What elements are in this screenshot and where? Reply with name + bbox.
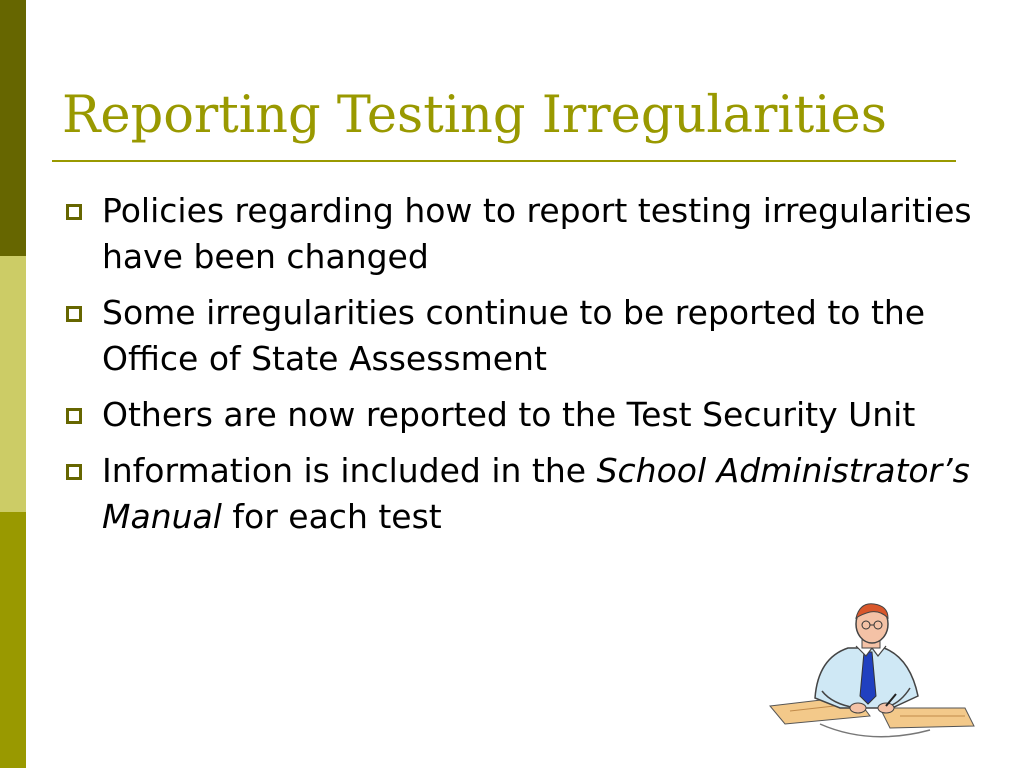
left-accent-bar-bottom bbox=[0, 512, 26, 768]
bullet-list bbox=[62, 188, 1002, 550]
hollow-square-bullet-icon bbox=[66, 204, 82, 220]
bullet-text: Some irregularities continue to be reported to the Office of State Assessment bbox=[102, 293, 926, 378]
hollow-square-bullet-icon bbox=[66, 464, 82, 480]
bullet-item bbox=[62, 448, 1002, 540]
bullet-item bbox=[62, 290, 1002, 382]
bullet-text: Policies regarding how to report testing irregularities have been changed bbox=[102, 191, 972, 276]
bullet-text-before: Information is included in the bbox=[102, 451, 597, 490]
bullet-item bbox=[62, 392, 1002, 438]
hollow-square-bullet-icon bbox=[66, 306, 82, 322]
slide-title: Reporting Testing Irregularities bbox=[62, 86, 887, 145]
left-accent-bar-top bbox=[0, 0, 26, 256]
man-writing-at-desk-icon bbox=[760, 596, 984, 750]
bullet-text: Others are now reported to the Test Security Unit bbox=[102, 395, 916, 434]
title-underline bbox=[52, 160, 956, 162]
left-accent-bar-middle bbox=[0, 256, 26, 512]
bullet-item bbox=[62, 188, 1002, 280]
bullet-text-after: for each test bbox=[221, 497, 442, 536]
manual-title: School Administrator’s Manual bbox=[102, 451, 970, 536]
hollow-square-bullet-icon bbox=[66, 408, 82, 424]
